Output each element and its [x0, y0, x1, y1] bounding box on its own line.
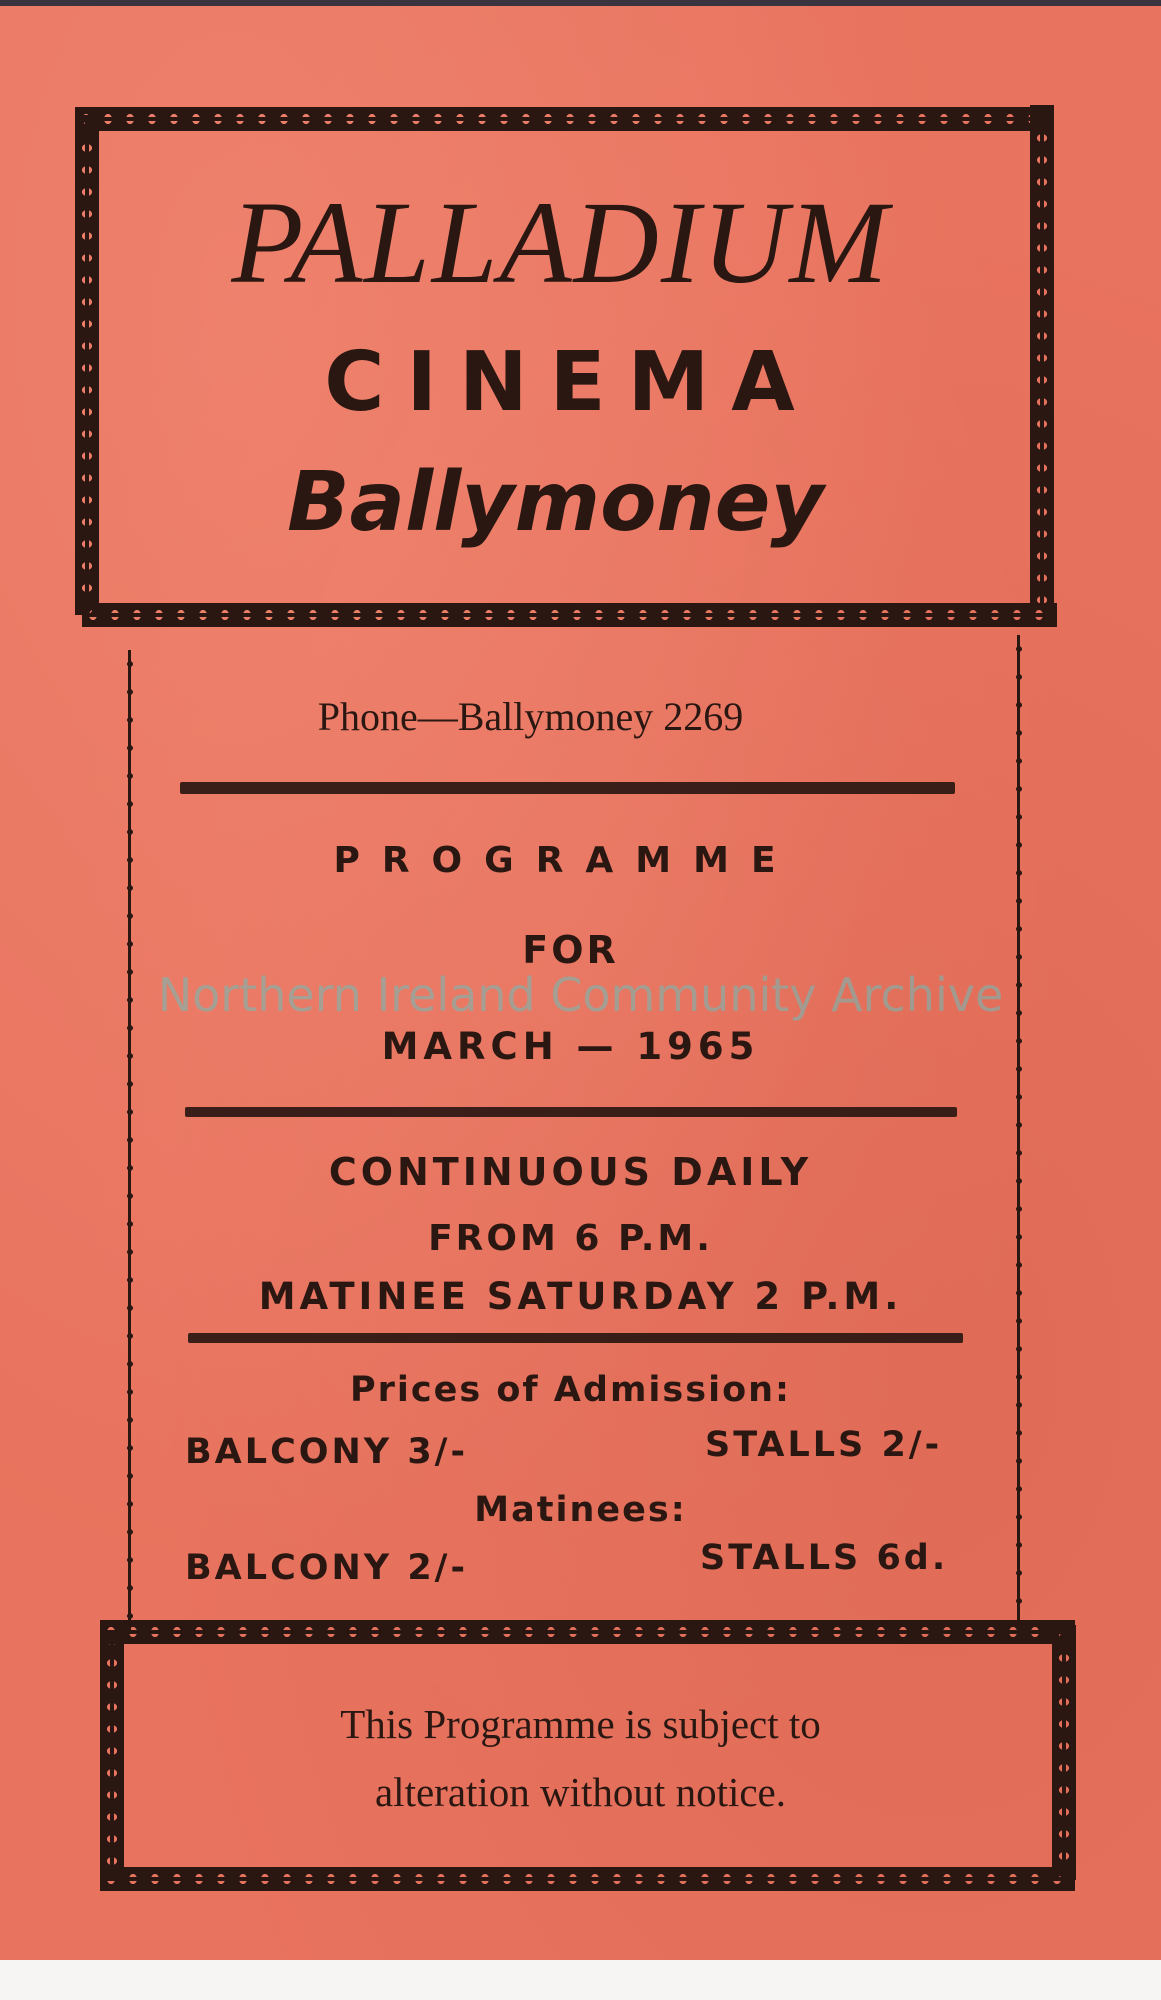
programme-heading: PROGRAMME	[333, 840, 798, 881]
chain-border-top	[75, 107, 1050, 131]
scan-margin	[0, 1960, 1161, 2000]
chain-border-bottom-right	[1052, 1625, 1076, 1880]
chain-border-mid	[82, 603, 1057, 627]
matinee-stalls-price: STALLS 6d.	[700, 1538, 949, 1578]
town-name: Ballymoney	[287, 455, 824, 550]
divider-1	[180, 782, 955, 794]
prices-heading: Prices of Admission:	[349, 1370, 792, 1410]
chain-border-bottom-left	[100, 1630, 124, 1880]
phone-number: Phone—Ballymoney 2269	[317, 694, 744, 739]
cinema-label: CINEMA	[324, 335, 817, 430]
chain-border-bottom	[100, 1867, 1075, 1891]
matinees-heading: Matinees:	[474, 1490, 687, 1530]
programme-for: FOR	[522, 928, 619, 972]
notice-line-2: alteration without notice.	[374, 1769, 787, 1815]
archive-watermark: Northern Ireland Community Archive	[157, 968, 1004, 1022]
cinema-name: PALLADIUM	[231, 177, 890, 308]
divider-2	[185, 1107, 957, 1117]
start-time: FROM 6 P.M.	[428, 1218, 713, 1259]
matinee-balcony-price: BALCONY 2/-	[185, 1548, 468, 1588]
top-edge	[0, 0, 1161, 6]
beaded-border-right	[1015, 635, 1023, 1625]
balcony-price: BALCONY 3/-	[185, 1432, 468, 1472]
notice-line-1: This Programme is subject to	[340, 1701, 821, 1747]
stalls-price: STALLS 2/-	[705, 1425, 943, 1465]
programme-month: MARCH — 1965	[381, 1025, 760, 1068]
continuous-daily: CONTINUOUS DAILY	[328, 1150, 813, 1194]
matinee-time: MATINEE SATURDAY 2 P.M.	[258, 1275, 903, 1318]
chain-border-bottom-top	[100, 1620, 1075, 1644]
beaded-border-left	[126, 650, 134, 1630]
divider-3	[188, 1333, 963, 1343]
